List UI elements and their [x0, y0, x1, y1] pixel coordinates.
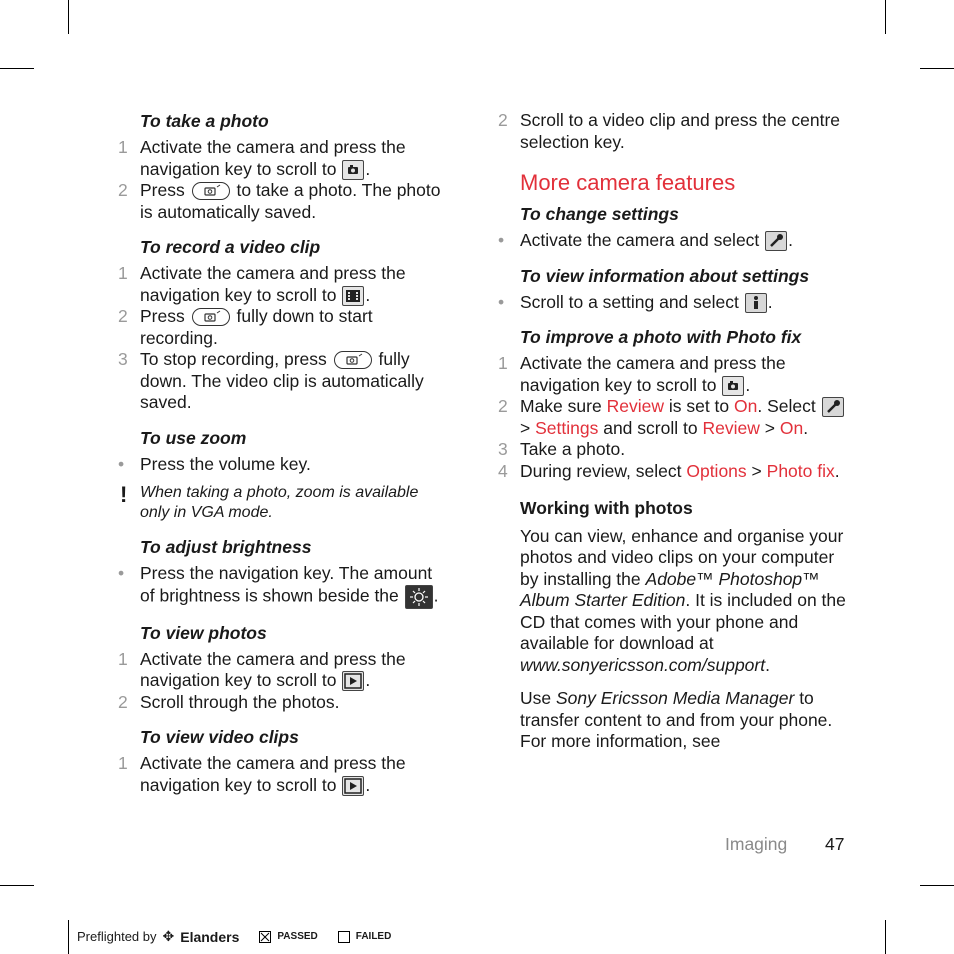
warning-icon: ! [120, 482, 128, 507]
step-text-end: to take a photo. The photo is automatically saved. [140, 180, 441, 222]
passed-label: PASSED [277, 931, 318, 942]
bullet-icon: • [118, 453, 125, 474]
step-number: 1 [118, 137, 128, 157]
preflight-stamp [77, 928, 391, 945]
procedure-title: To improve a photo with Photo fix [520, 327, 802, 347]
wrench-icon [765, 231, 787, 251]
procedure-title: To view video clips [140, 727, 299, 747]
step-number: 3 [498, 439, 508, 459]
step-number: 1 [118, 753, 128, 773]
step-text: Activate the camera and press the navigation key to scroll to [140, 137, 406, 179]
step-text-end: . [365, 158, 371, 179]
note [118, 483, 448, 523]
step-text: Take a photo. [520, 439, 626, 459]
paragraph-text: to transfer content to and from your phone. For more information, see [520, 688, 833, 751]
step-text: . [803, 417, 809, 438]
step-text: and scroll to [603, 417, 698, 438]
paragraph-text: . It is included on the CD that comes with your phone and available for download at [520, 590, 846, 653]
crop-mark [68, 920, 69, 954]
step-text: Activate the camera and press the navigation key to scroll to [140, 648, 406, 690]
paragraph-text: You can view, enhance and organise your photos and video clips on your computer by installing the [520, 525, 844, 589]
bullet-item [498, 230, 850, 252]
step-text-end: . [365, 774, 371, 795]
separator: > [751, 460, 762, 481]
procedure-title: To take a photo [140, 111, 269, 131]
step [498, 461, 850, 483]
bullet-text-end: . [788, 230, 794, 250]
bullet-text: Press the volume key. [140, 453, 311, 474]
step-text: Press [140, 180, 185, 200]
crop-mark [885, 920, 886, 954]
bullet-text-end: . [767, 291, 773, 312]
step [118, 180, 448, 223]
passed-checkbox [259, 931, 271, 943]
step [498, 439, 850, 461]
bullet-icon: • [118, 563, 125, 583]
bullet-item [118, 454, 448, 476]
chapter-name: Imaging [725, 834, 788, 854]
info-icon [745, 293, 767, 313]
procedure-title: To use zoom [140, 427, 247, 448]
crop-mark [0, 885, 34, 886]
paragraph [520, 688, 850, 753]
step-number: 2 [118, 306, 128, 326]
step-text: Press [140, 306, 185, 326]
preflight-brand: Elanders [180, 928, 240, 945]
step-number: 1 [118, 263, 128, 283]
product-name: Sony Ericsson Media Manager [556, 688, 795, 708]
paragraph [520, 526, 850, 677]
step-text: During review, select [520, 460, 682, 481]
step-text-end: . [745, 374, 751, 395]
page-number: 47 [825, 834, 845, 854]
step [118, 753, 448, 796]
separator: > [764, 417, 775, 438]
bullet-item [118, 563, 448, 609]
procedure-title: To change settings [520, 204, 679, 224]
bullet-icon: • [498, 291, 505, 312]
step-text: Activate the camera and press the navigation key to scroll to [140, 263, 406, 305]
bullet-text: Scroll to a setting and select [520, 291, 739, 312]
procedure-title: To adjust brightness [140, 537, 312, 557]
support-url[interactable]: www.sonyericsson.com/support [520, 654, 766, 675]
step-text: Scroll through the photos. [140, 691, 340, 712]
step [118, 692, 448, 714]
step [498, 353, 850, 396]
step-text: is set to [668, 396, 730, 416]
step-text: Scroll to a video clip and press the centre selection key. [520, 110, 841, 152]
procedure-title: To view information about settings [520, 265, 810, 286]
play-icon [342, 671, 364, 691]
step-text-end: . [365, 670, 371, 690]
right-column [498, 110, 850, 753]
step-number: 4 [498, 460, 508, 481]
step-number: 2 [118, 180, 128, 200]
bullet-item [498, 292, 850, 314]
menu-link-on[interactable]: On [779, 417, 804, 438]
procedure-title: To view photos [140, 622, 267, 643]
step-text-end: fully down to start recording. [140, 306, 373, 348]
failed-label: FAILED [355, 931, 392, 942]
step [118, 349, 448, 414]
camera-icon [722, 376, 744, 396]
bullet-text-end: . [433, 585, 439, 606]
camera-key-icon [192, 182, 230, 200]
crop-mark [68, 0, 69, 34]
note-text: When taking a photo, zoom is available only in VGA mode. [140, 484, 419, 521]
crop-mark [0, 68, 34, 69]
elanders-logo-icon: ✥ [162, 928, 175, 944]
step-number: 2 [498, 110, 508, 130]
crop-mark [920, 885, 954, 886]
menu-link-review[interactable]: Review [702, 417, 760, 438]
product-name: Adobe™ Photoshop™ Album Starter Edition [520, 568, 820, 610]
procedure-title: To record a video clip [140, 237, 321, 257]
paragraph-text: . [765, 654, 770, 675]
preflight-label: Preflighted by [77, 929, 157, 944]
step-number: 2 [118, 691, 128, 712]
camera-key-icon [334, 351, 372, 369]
step-text: . Select [757, 396, 816, 416]
step-number: 3 [118, 349, 128, 369]
brightness-icon [405, 585, 433, 609]
video-icon [342, 286, 364, 306]
step-text-end: fully down. The video clip is automatically saved. [140, 349, 424, 412]
section-heading: More camera features [520, 170, 736, 195]
step-text: To stop recording, press [140, 349, 327, 369]
bullet-icon: • [498, 230, 505, 250]
menu-link-photo-fix[interactable]: Photo fix [766, 460, 835, 481]
step-number: 2 [498, 396, 508, 416]
play-icon [342, 776, 364, 796]
camera-icon [342, 160, 364, 180]
step [118, 306, 448, 349]
step [498, 110, 850, 153]
menu-link-on[interactable]: On [734, 396, 758, 416]
step-number: 1 [118, 648, 128, 669]
bullet-text: Activate the camera and select [520, 230, 760, 250]
menu-link-settings[interactable]: Settings [535, 417, 599, 438]
subheading: Working with photos [520, 498, 693, 518]
separator: > [520, 417, 531, 438]
camera-key-icon [192, 308, 230, 326]
step-text: Make sure [520, 396, 602, 416]
failed-checkbox [338, 931, 350, 943]
step [118, 137, 448, 180]
step-text: . [834, 460, 840, 481]
step [118, 649, 448, 692]
step [118, 263, 448, 306]
left-column [118, 110, 448, 796]
step-text: Activate the camera and press the navigation key to scroll to [140, 753, 406, 795]
crop-mark [920, 68, 954, 69]
menu-link-review[interactable]: Review [606, 396, 664, 416]
step-text-end: . [365, 284, 371, 305]
bullet-text: Press the navigation key. The amount of brightness is shown beside the [140, 563, 433, 606]
step-text: Activate the camera and press the navigation key to scroll to [520, 353, 786, 395]
crop-mark [885, 0, 886, 34]
step-number: 1 [498, 353, 508, 373]
wrench-icon [822, 397, 844, 417]
paragraph-text: Use [520, 688, 552, 708]
step [498, 396, 850, 439]
menu-link-options[interactable]: Options [686, 460, 747, 481]
